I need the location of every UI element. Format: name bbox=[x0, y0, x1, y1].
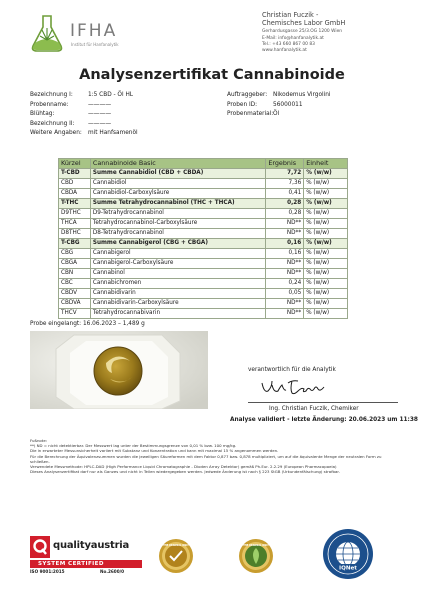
cell-result: 0,16 bbox=[266, 239, 304, 249]
info-label: Probenname: bbox=[30, 101, 69, 108]
cell-result: ND** bbox=[266, 299, 304, 309]
cell-name: Cannabidivarin-Carboxylsäure bbox=[90, 299, 265, 309]
footnote-line: Die in erwarteter Messunsicherheit variiert mit Substanz und Konzentration und kann mit maximal 15 % angenommen werden. bbox=[30, 448, 279, 454]
cell-unit: % (w/w) bbox=[304, 239, 348, 249]
signature-line bbox=[248, 402, 398, 403]
cell-code: CBDV bbox=[59, 289, 91, 299]
cell-unit: % (w/w) bbox=[304, 309, 348, 319]
column-header-name: Cannabinoide Basic bbox=[90, 159, 265, 169]
info-row bbox=[227, 110, 331, 120]
table-row bbox=[59, 189, 348, 199]
cell-unit: % (w/w) bbox=[304, 209, 348, 219]
cell-result: 0,16 bbox=[266, 249, 304, 259]
info-value: Nikodemus Virgolini bbox=[273, 92, 331, 98]
cell-name: Cannabidiol-Carboxylsäure bbox=[90, 189, 265, 199]
table-row bbox=[59, 179, 348, 189]
cell-code: CBD bbox=[59, 179, 91, 189]
cell-name: Summe Tetrahydrocannabinol (THC + THCA) bbox=[90, 199, 265, 209]
original-badge-1 bbox=[158, 538, 194, 574]
cannabinoid-results-table bbox=[58, 158, 348, 319]
info-label: Blühtag: bbox=[30, 111, 55, 117]
badge-label: THE ORIGINAL ONLY bbox=[163, 544, 189, 547]
quality-austria-logo bbox=[30, 536, 142, 576]
cell-unit: % (w/w) bbox=[304, 229, 348, 239]
info-value: mit Hanfsamenöl bbox=[88, 130, 138, 136]
ifha-logo bbox=[30, 12, 140, 54]
signer-name: Ing. Christian Fuczik, Chemiker bbox=[269, 406, 359, 412]
cell-unit: % (w/w) bbox=[304, 269, 348, 279]
cell-code: CBG bbox=[59, 249, 91, 259]
info-row bbox=[30, 110, 138, 120]
column-header-result: Ergebnis bbox=[266, 159, 304, 169]
table-row bbox=[59, 289, 348, 299]
cell-code: T-CBG bbox=[59, 239, 91, 249]
cell-result: ND** bbox=[266, 219, 304, 229]
info-value: 1:5 CBD - Öl HL bbox=[88, 92, 134, 98]
table-row bbox=[59, 209, 348, 219]
table-row bbox=[59, 249, 348, 259]
table-body bbox=[59, 169, 348, 319]
cell-result: 7,72 bbox=[266, 169, 304, 179]
footnote-line: Verwendete Messmethode: HPLC-DAD (High Performance Liquid Chromatographie - Dioden Array Detektor) gemäß Ph.Eur. 2.2.29 (European Pharmacopoeia) bbox=[30, 464, 337, 470]
cell-result: ND** bbox=[266, 269, 304, 279]
table-row bbox=[59, 169, 348, 179]
cell-result: ND** bbox=[266, 309, 304, 319]
column-header-unit: Einheit bbox=[304, 159, 348, 169]
cell-code: CBN bbox=[59, 269, 91, 279]
cell-name: D9-Tetrahydrocannabinol bbox=[90, 209, 265, 219]
sample-info-left bbox=[30, 91, 138, 139]
phone-line: Tel.: +43 660 867 00 83 bbox=[262, 41, 315, 47]
table-row bbox=[59, 259, 348, 269]
cell-result: 7,36 bbox=[266, 179, 304, 189]
cell-unit: % (w/w) bbox=[304, 279, 348, 289]
info-row bbox=[30, 120, 138, 130]
table-row bbox=[59, 279, 348, 289]
handwritten-signature bbox=[258, 377, 328, 399]
cell-unit: % (w/w) bbox=[304, 219, 348, 229]
footnote-line: **) ND = nicht detektierbar. Der Messwert lag unter der Bestimmungsgrenze von 0,01 % bzw. 100 mg/kg. bbox=[30, 443, 237, 449]
cell-code: D8THC bbox=[59, 229, 91, 239]
info-row bbox=[30, 101, 138, 111]
cell-name: Cannabigerol-Carboxylsäure bbox=[90, 259, 265, 269]
sample-info-right bbox=[227, 91, 331, 120]
cell-result: ND** bbox=[266, 229, 304, 239]
cell-code: D9THC bbox=[59, 209, 91, 219]
cell-code: CBDA bbox=[59, 189, 91, 199]
info-label: Probenmaterial: bbox=[227, 111, 274, 117]
cell-code: CBDVA bbox=[59, 299, 91, 309]
cell-unit: % (w/w) bbox=[304, 299, 348, 309]
table-row bbox=[59, 219, 348, 229]
logo-subtitle: Institut für Hanfanalytik bbox=[71, 42, 119, 47]
cell-name: Cannabidivarin bbox=[90, 289, 265, 299]
cell-name: Tetrahydrocannabivarin bbox=[90, 309, 265, 319]
cell-name: Cannabidiol bbox=[90, 179, 265, 189]
quality-austria-name: qualityaustria bbox=[53, 540, 130, 551]
info-value: ———— bbox=[88, 111, 112, 117]
footnote-heading: Fußnote: bbox=[30, 438, 48, 443]
cell-name: Cannabichromen bbox=[90, 279, 265, 289]
info-label: Bezeichnung I: bbox=[30, 92, 73, 98]
cell-code: CBC bbox=[59, 279, 91, 289]
cell-code: THCV bbox=[59, 309, 91, 319]
table-header-row bbox=[59, 159, 348, 169]
cell-result: ND** bbox=[266, 259, 304, 269]
info-label: Auftraggeber: bbox=[227, 92, 268, 98]
cell-code: T-CBD bbox=[59, 169, 91, 179]
cell-code: T-THC bbox=[59, 199, 91, 209]
cell-unit: % (w/w) bbox=[304, 249, 348, 259]
info-value: Öl bbox=[273, 111, 280, 117]
cell-unit: % (w/w) bbox=[304, 169, 348, 179]
table-row bbox=[59, 199, 348, 209]
info-label: Weitere Angaben: bbox=[30, 130, 82, 136]
cell-unit: % (w/w) bbox=[304, 259, 348, 269]
cell-unit: % (w/w) bbox=[304, 199, 348, 209]
validation-note: Analyse validiert - letzte Änderung: 20.06.2023 um 11:38 bbox=[230, 417, 418, 423]
info-value: ———— bbox=[88, 101, 112, 108]
info-row bbox=[30, 91, 138, 101]
cell-unit: % (w/w) bbox=[304, 289, 348, 299]
footnote-line: Dieses Analysenzertifikat darf nur als Ganzes und nicht in Teilen wiedergegeben werden. Jedwede Änderung ist nach § 223 StGB (Urkundenfälschung) strafbar. bbox=[30, 469, 340, 475]
iqnet-label: IQNet bbox=[339, 565, 357, 572]
address-line: Gerhardusgasse 25/3.OG 1200 Wien bbox=[262, 29, 343, 35]
info-row bbox=[227, 101, 331, 111]
flask-logo-icon bbox=[30, 12, 66, 54]
cell-name: Summe Cannabidiol (CBD + CBDA) bbox=[90, 169, 265, 179]
table-row bbox=[59, 229, 348, 239]
cell-result: 0,28 bbox=[266, 199, 304, 209]
cell-name: D8-Tetrahydrocannabinol bbox=[90, 229, 265, 239]
info-value: 56000011 bbox=[273, 101, 303, 108]
sample-received: Probe eingelangt: 16.06.2023 – 1,489 g bbox=[30, 321, 145, 327]
column-header-code: Kürzel bbox=[59, 159, 91, 169]
info-label: Proben ID: bbox=[227, 101, 258, 108]
company-name-line-1: Christian Fuczik - bbox=[262, 11, 319, 19]
email-line: E-Mail: info@hanfanalytik.at bbox=[262, 35, 324, 41]
cell-unit: % (w/w) bbox=[304, 189, 348, 199]
table-row bbox=[59, 299, 348, 309]
footnote-line: Für die Berechnung der Äquivalenzsummen wurden die jeweiligen Säureformen mit dem Faktor 0,877 bzw. 0,878 multipliziert, um auf die äquivalente Menge der neutralen Form zu schließen. bbox=[30, 453, 382, 464]
original-badge-2 bbox=[238, 538, 274, 574]
quality-austria-q-icon bbox=[30, 536, 50, 558]
table-row bbox=[59, 239, 348, 249]
info-label: Bezeichnung II: bbox=[30, 120, 75, 127]
responsible-label: verantwortlich für die Analytik bbox=[248, 367, 336, 373]
company-address bbox=[262, 11, 412, 54]
cell-result: 0,24 bbox=[266, 279, 304, 289]
cell-result: 0,41 bbox=[266, 189, 304, 199]
table-row bbox=[59, 269, 348, 279]
iso-standard: ISO 9001:2015 bbox=[30, 569, 65, 574]
footnotes bbox=[30, 438, 400, 474]
cell-code: CBGA bbox=[59, 259, 91, 269]
cell-unit: % (w/w) bbox=[304, 179, 348, 189]
cell-name: Tetrahydrocannabinol-Carboxylsäure bbox=[90, 219, 265, 229]
info-row bbox=[227, 91, 331, 101]
certificate-number: No.2600/0 bbox=[100, 569, 125, 574]
cell-result: 0,28 bbox=[266, 209, 304, 219]
badge-label: THE ORIGINAL ONLY bbox=[243, 544, 269, 547]
website-link[interactable]: www.hanfanalytik.at bbox=[262, 47, 307, 53]
cell-name: Summe Cannabigerol (CBG + CBGA) bbox=[90, 239, 265, 249]
info-value: ———— bbox=[88, 120, 112, 127]
company-name-line-2: Chemisches Labor GmbH bbox=[262, 19, 346, 28]
cell-code: THCA bbox=[59, 219, 91, 229]
cell-result: 0,05 bbox=[266, 289, 304, 299]
sample-photo bbox=[30, 331, 208, 409]
system-certified-bar: SYSTEM CERTIFIED bbox=[30, 560, 142, 568]
cell-name: Cannabigerol bbox=[90, 249, 265, 259]
iqnet-certification-icon bbox=[322, 528, 374, 580]
table-row bbox=[59, 309, 348, 319]
page-title: Analysenzertifikat Cannabinoide bbox=[79, 67, 345, 83]
cell-name: Cannabinol bbox=[90, 269, 265, 279]
info-row bbox=[30, 129, 138, 139]
logo-name: IFHA bbox=[70, 21, 118, 41]
